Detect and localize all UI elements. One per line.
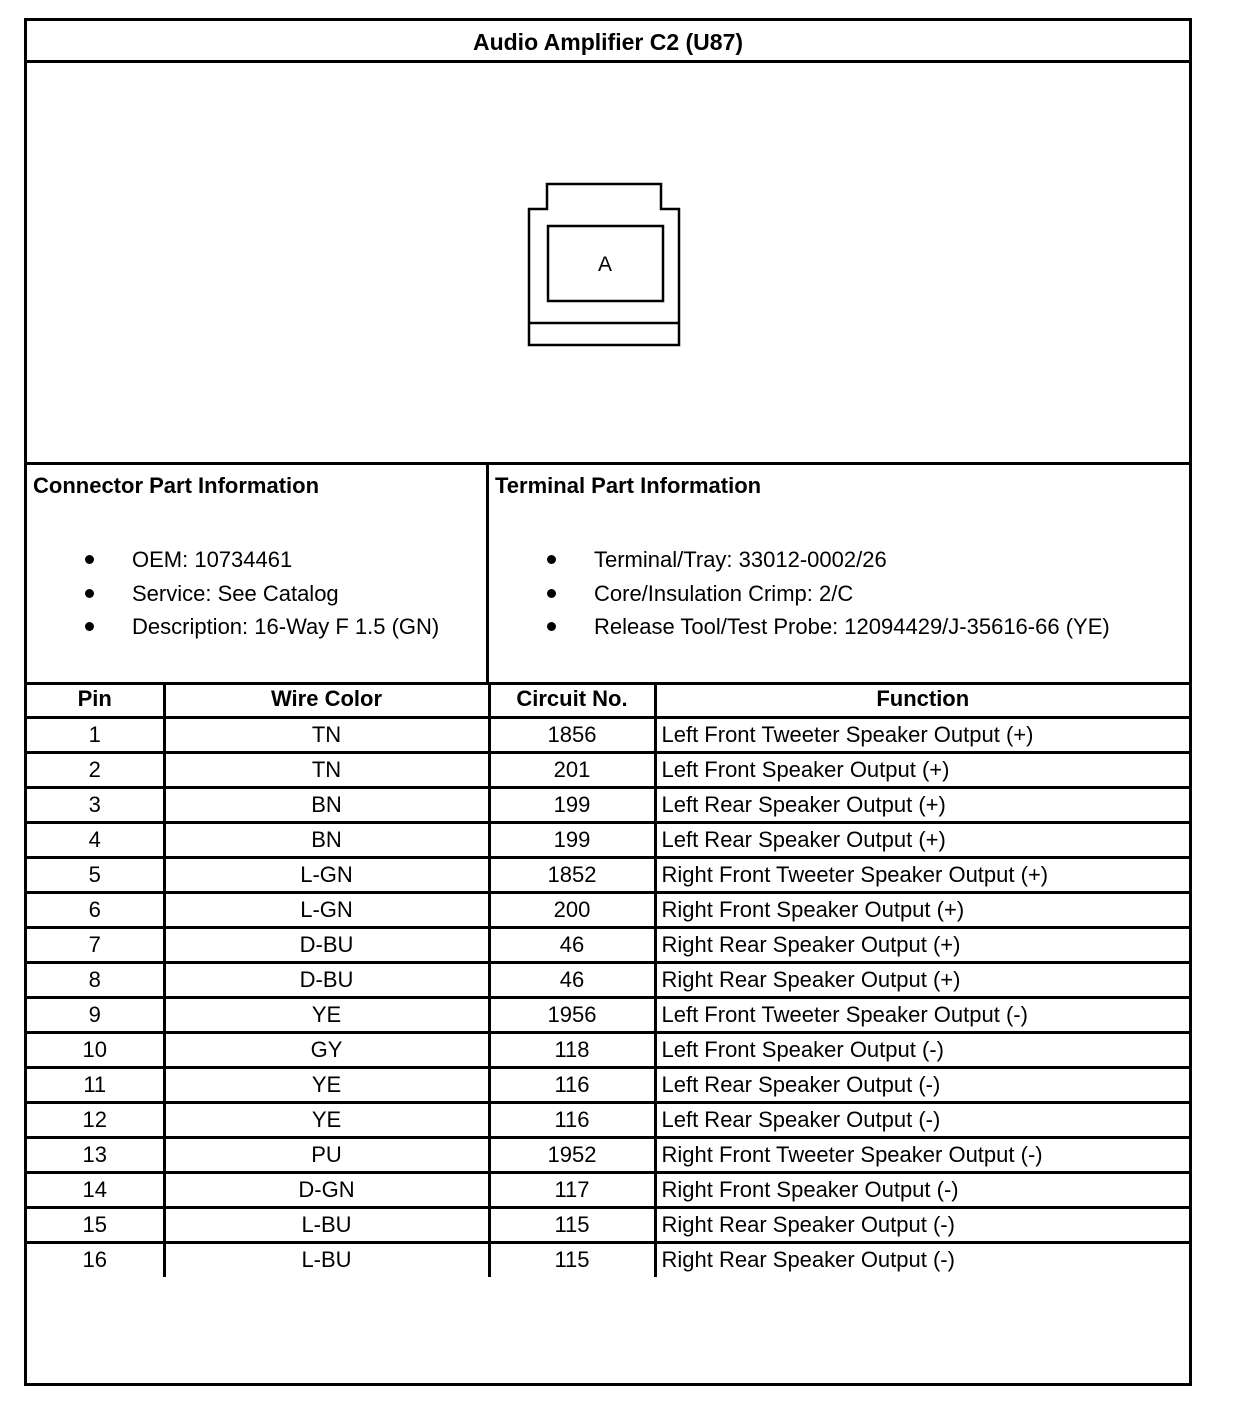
list-item bbox=[27, 610, 486, 644]
wire-color-cell: D-GN bbox=[164, 1172, 489, 1207]
column-header-function: Function bbox=[655, 682, 1189, 717]
list-item-text: Release Tool/Test Probe: 12094429/J-35616-66 (YE) bbox=[594, 614, 1110, 639]
table-row bbox=[27, 1207, 1189, 1242]
column-header-wire-color: Wire Color bbox=[164, 682, 489, 717]
list-item-text: Terminal/Tray: 33012-0002/26 bbox=[594, 547, 887, 572]
table-row bbox=[27, 752, 1189, 787]
wire-color-cell: BN bbox=[164, 787, 489, 822]
wire-color-cell: D-BU bbox=[164, 927, 489, 962]
list-item bbox=[489, 543, 1189, 577]
circuit-number-cell: 46 bbox=[489, 927, 655, 962]
circuit-number-cell: 1956 bbox=[489, 997, 655, 1032]
pin-cell: 1 bbox=[27, 717, 164, 752]
function-cell: Left Front Speaker Output (+) bbox=[655, 752, 1189, 787]
wire-color-cell: D-BU bbox=[164, 962, 489, 997]
pin-cell: 2 bbox=[27, 752, 164, 787]
connector-info-list bbox=[27, 543, 486, 644]
circuit-number-cell: 1952 bbox=[489, 1137, 655, 1172]
bullet-icon bbox=[547, 622, 556, 631]
terminal-info-list bbox=[489, 543, 1189, 644]
function-cell: Left Front Tweeter Speaker Output (+) bbox=[655, 717, 1189, 752]
table-row bbox=[27, 787, 1189, 822]
bullet-icon bbox=[547, 555, 556, 564]
circuit-number-cell: 46 bbox=[489, 962, 655, 997]
pin-cell: 5 bbox=[27, 857, 164, 892]
function-cell: Right Front Tweeter Speaker Output (+) bbox=[655, 857, 1189, 892]
function-cell: Left Rear Speaker Output (-) bbox=[655, 1102, 1189, 1137]
list-item-text: OEM: 10734461 bbox=[132, 547, 293, 572]
wire-color-cell: PU bbox=[164, 1137, 489, 1172]
function-cell: Right Front Tweeter Speaker Output (-) bbox=[655, 1137, 1189, 1172]
function-cell: Left Rear Speaker Output (-) bbox=[655, 1067, 1189, 1102]
list-item-text: Description: 16-Way F 1.5 (GN) bbox=[132, 614, 440, 639]
pin-cell: 10 bbox=[27, 1032, 164, 1067]
wire-color-cell: YE bbox=[164, 997, 489, 1032]
pin-cell: 11 bbox=[27, 1067, 164, 1102]
pin-cell: 8 bbox=[27, 962, 164, 997]
page-title: Audio Amplifier C2 (U87) bbox=[27, 21, 1189, 63]
connector-info-heading: Connector Part Information bbox=[33, 473, 320, 498]
connector-face-drawing bbox=[27, 63, 1189, 465]
table-row bbox=[27, 892, 1189, 927]
terminal-info-heading: Terminal Part Information bbox=[495, 473, 762, 498]
wire-color-cell: L-BU bbox=[164, 1207, 489, 1242]
circuit-number-cell: 1856 bbox=[489, 717, 655, 752]
function-cell: Right Front Speaker Output (+) bbox=[655, 892, 1189, 927]
circuit-number-cell: 116 bbox=[489, 1102, 655, 1137]
list-item bbox=[27, 577, 486, 611]
circuit-number-cell: 118 bbox=[489, 1032, 655, 1067]
bullet-icon bbox=[85, 622, 94, 631]
list-item bbox=[489, 577, 1189, 611]
list-item-text: Service: See Catalog bbox=[132, 580, 339, 606]
table-row bbox=[27, 962, 1189, 997]
function-cell: Left Rear Speaker Output (+) bbox=[655, 787, 1189, 822]
pin-cell: 13 bbox=[27, 1137, 164, 1172]
circuit-number-cell: 115 bbox=[489, 1207, 655, 1242]
function-cell: Right Rear Speaker Output (+) bbox=[655, 962, 1189, 997]
table-row bbox=[27, 1172, 1189, 1207]
list-item-text: Core/Insulation Crimp: 2/C bbox=[594, 580, 854, 606]
bullet-icon bbox=[85, 589, 94, 598]
circuit-number-cell: 200 bbox=[489, 892, 655, 927]
table-row bbox=[27, 857, 1189, 892]
function-cell: Left Front Speaker Output (-) bbox=[655, 1032, 1189, 1067]
circuit-number-cell: 199 bbox=[489, 787, 655, 822]
table-row bbox=[27, 1137, 1189, 1172]
column-header-pin: Pin bbox=[27, 682, 164, 717]
wire-color-cell: YE bbox=[164, 1102, 489, 1137]
wire-color-cell: YE bbox=[164, 1067, 489, 1102]
function-cell: Left Front Tweeter Speaker Output (-) bbox=[655, 997, 1189, 1032]
pin-cell: 9 bbox=[27, 997, 164, 1032]
wire-color-cell: GY bbox=[164, 1032, 489, 1067]
terminal-part-information bbox=[489, 465, 1189, 685]
table-row bbox=[27, 1032, 1189, 1067]
pin-cell: 4 bbox=[27, 822, 164, 857]
pin-cell: 16 bbox=[27, 1242, 164, 1277]
table-row bbox=[27, 822, 1189, 857]
table-row bbox=[27, 1067, 1189, 1102]
table-header-row bbox=[27, 682, 1189, 717]
wire-color-cell: BN bbox=[164, 822, 489, 857]
wire-color-cell: TN bbox=[164, 752, 489, 787]
pin-cell: 7 bbox=[27, 927, 164, 962]
circuit-number-cell: 116 bbox=[489, 1067, 655, 1102]
function-cell: Left Rear Speaker Output (+) bbox=[655, 822, 1189, 857]
circuit-number-cell: 117 bbox=[489, 1172, 655, 1207]
circuit-number-cell: 201 bbox=[489, 752, 655, 787]
table-row bbox=[27, 1242, 1189, 1277]
function-cell: Right Front Speaker Output (-) bbox=[655, 1172, 1189, 1207]
cavity-label: A bbox=[597, 253, 613, 276]
wire-color-cell: L-GN bbox=[164, 857, 489, 892]
circuit-number-cell: 199 bbox=[489, 822, 655, 857]
function-cell: Right Rear Speaker Output (-) bbox=[655, 1242, 1189, 1277]
circuit-number-cell: 115 bbox=[489, 1242, 655, 1277]
table-row bbox=[27, 1102, 1189, 1137]
column-header-circuit-no: Circuit No. bbox=[489, 682, 655, 717]
bullet-icon bbox=[547, 589, 556, 598]
wire-color-cell: L-BU bbox=[164, 1242, 489, 1277]
pin-cell: 3 bbox=[27, 787, 164, 822]
list-item bbox=[27, 543, 486, 577]
wire-color-cell: L-GN bbox=[164, 892, 489, 927]
connector-sheet bbox=[24, 18, 1192, 1386]
function-cell: Right Rear Speaker Output (+) bbox=[655, 927, 1189, 962]
table-row bbox=[27, 927, 1189, 962]
connector-part-information bbox=[27, 465, 489, 685]
pin-cell: 6 bbox=[27, 892, 164, 927]
connector-diagram bbox=[27, 63, 1189, 465]
table-row bbox=[27, 997, 1189, 1032]
list-item bbox=[489, 610, 1189, 644]
circuit-number-cell: 1852 bbox=[489, 857, 655, 892]
pinout-table bbox=[27, 682, 1189, 1277]
pin-cell: 15 bbox=[27, 1207, 164, 1242]
pin-cell: 14 bbox=[27, 1172, 164, 1207]
wire-color-cell: TN bbox=[164, 717, 489, 752]
bullet-icon bbox=[85, 555, 94, 564]
table-row bbox=[27, 717, 1189, 752]
function-cell: Right Rear Speaker Output (-) bbox=[655, 1207, 1189, 1242]
pin-cell: 12 bbox=[27, 1102, 164, 1137]
